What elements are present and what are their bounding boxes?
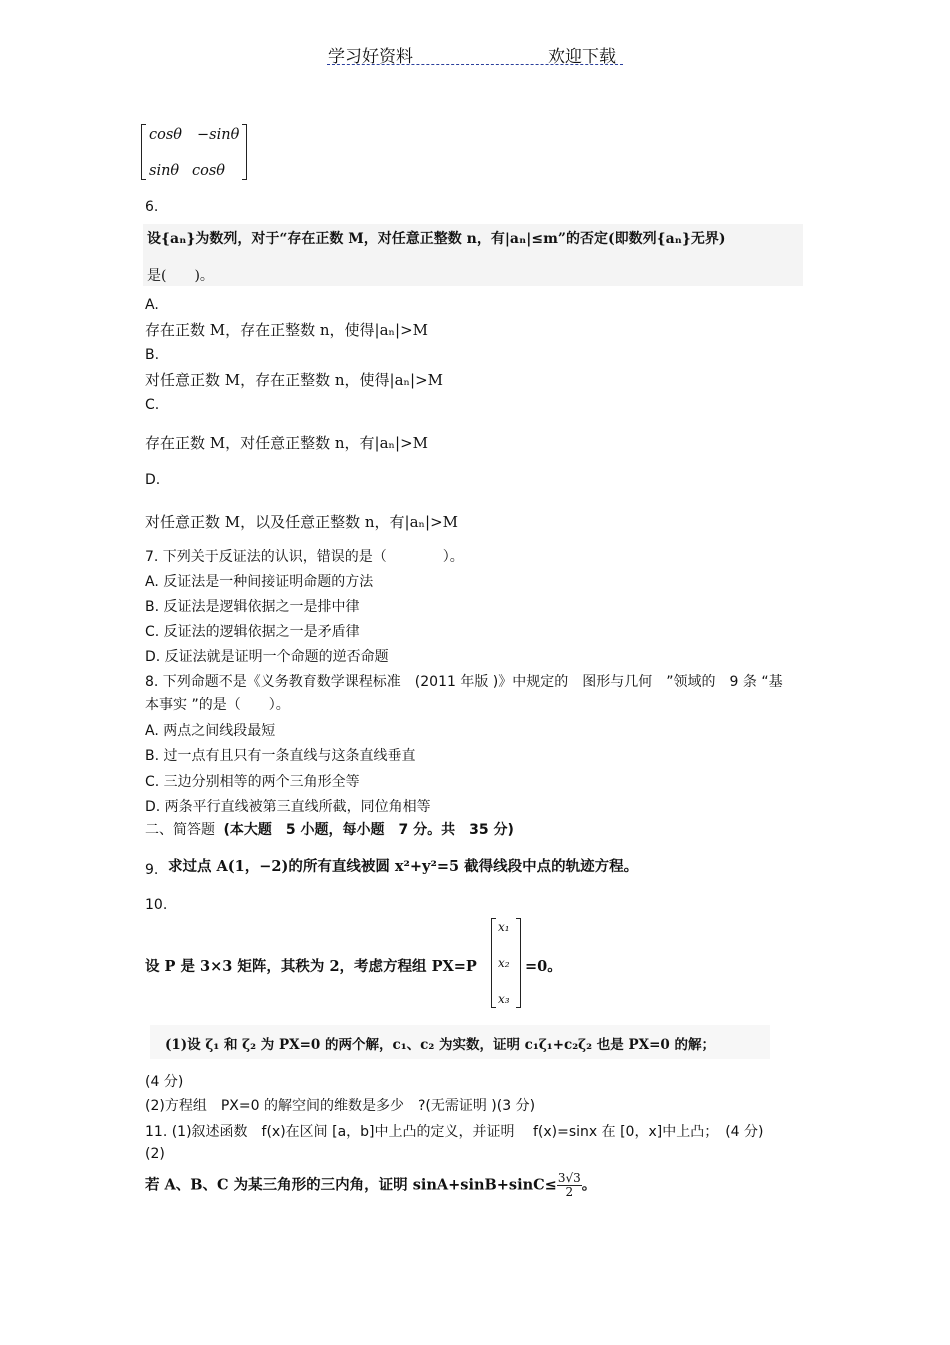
q6-option-b-label: B. [145, 347, 160, 363]
q7-option-a: A. 反证法是一种间接证明命题的方法 [145, 574, 374, 590]
fraction-numerator: 3√3 [557, 1171, 581, 1185]
q7-stem: 7. 下列关于反证法的认识，错误的是（ ）。 [145, 549, 464, 565]
vector-x3: x₃ [498, 992, 510, 1006]
q10-stem-end: =0。 [525, 958, 562, 975]
q6-option-c-text: 存在正数 M，对任意正整数 n，有|aₙ|>M [145, 434, 429, 452]
q6-stem-line2: 是( )。 [147, 268, 214, 284]
matrix-r1c2: −sinθ [197, 127, 240, 143]
section2-heading [145, 819, 514, 839]
q8-option-b: B. 过一点有且只有一条直线与这条直线垂直 [145, 748, 416, 764]
q7-option-d: D. 反证法就是证明一个命题的逆否命题 [145, 649, 389, 665]
vector-x1: x₁ [498, 920, 510, 934]
q8-stem-line2: 本事实 ”的是（ ）。 [145, 697, 290, 713]
section2-detail: (本大题 5 小题，每小题 7 分。共 35 分) [223, 822, 514, 838]
rotation-matrix [141, 124, 247, 182]
q6-option-b-text: 对任意正数 M，存在正整数 n，使得|aₙ|>M [145, 371, 444, 389]
q7-option-b: B. 反证法是逻辑依据之一是排中律 [145, 599, 360, 615]
q8-option-a: A. 两点之间线段最短 [145, 723, 276, 739]
q6-option-d-label: D. [145, 472, 161, 488]
vector-x2: x₂ [498, 956, 510, 970]
header-left: 学习好资料 [328, 47, 413, 67]
q6-option-a-label: A. [145, 297, 159, 313]
matrix-r2c2: cosθ [192, 163, 226, 179]
q6-stem-line1: 设{aₙ}为数列，对于“存在正数 M，对任意正整数 n，有|aₙ|≤m”的否定(即数列{aₙ}无界) [147, 231, 726, 247]
q11-part2-stem [145, 1172, 596, 1199]
q8-option-d: D. 两条平行直线被第三直线所截，同位角相等 [145, 799, 431, 815]
q10-part2: (2)方程组 PX=0 的解空间的维数是多少 ?(无需证明 )(3 分) [145, 1098, 536, 1114]
q6-option-a-text: 存在正数 M，存在正整数 n，使得|aₙ|>M [145, 321, 429, 339]
fraction-3root3-over-2 [557, 1172, 582, 1199]
q8-stem-line1: 8. 下列命题不是《义务教育数学课程标准 (2011 年版 )》中规定的 图形与几何 ”领域的 9 条 “基 [145, 674, 783, 690]
header-dashed-line [327, 64, 623, 65]
q10-number: 10. [145, 897, 168, 913]
q11-stem-end: 。 [581, 1176, 597, 1194]
matrix-r2c1: sinθ [149, 163, 180, 179]
q11-line2: (2) [145, 1146, 165, 1162]
q6-option-c-label: C. [145, 397, 160, 413]
q7-option-c: C. 反证法的逻辑依据之一是矛盾律 [145, 624, 360, 640]
section2-prefix: 二、简答题 [145, 822, 215, 838]
q10-vector-x [491, 918, 521, 1010]
q9-text: 求过点 A(1，−2)的所有直线被圆 x²+y²=5 截得线段中点的轨迹方程。 [168, 858, 639, 875]
header-right: 欢迎下载 [548, 47, 616, 67]
q11-stem-text: 若 A、B、C 为某三角形的三内角，证明 sinA+sinB+sinC≤ [145, 1176, 557, 1194]
fraction-denominator: 2 [565, 1185, 574, 1199]
matrix-r1c1: cosθ [149, 127, 183, 143]
q10-part1-score: (4 分) [145, 1074, 184, 1090]
q8-option-c: C. 三边分别相等的两个三角形全等 [145, 774, 360, 790]
q9-number: 9. [145, 862, 159, 878]
q10-part1: (1)设 ζ₁ 和 ζ₂ 为 PX=0 的两个解，c₁、c₂ 为实数，证明 c₁ζ₁+c₂ζ₂ 也是 PX=0 的解； [165, 1037, 716, 1053]
q6-number: 6. [145, 199, 159, 215]
q11-line1: 11. (1)叙述函数 f(x)在区间 [a，b]中上凸的定义，并证明 f(x)=sinx 在 [0，x]中上凸； (4 分) [145, 1124, 764, 1140]
q10-stem: 设 P 是 3×3 矩阵，其秩为 2，考虑方程组 PX=P [145, 958, 477, 975]
q6-option-d-text: 对任意正数 M，以及任意正整数 n，有|aₙ|>M [145, 513, 459, 531]
